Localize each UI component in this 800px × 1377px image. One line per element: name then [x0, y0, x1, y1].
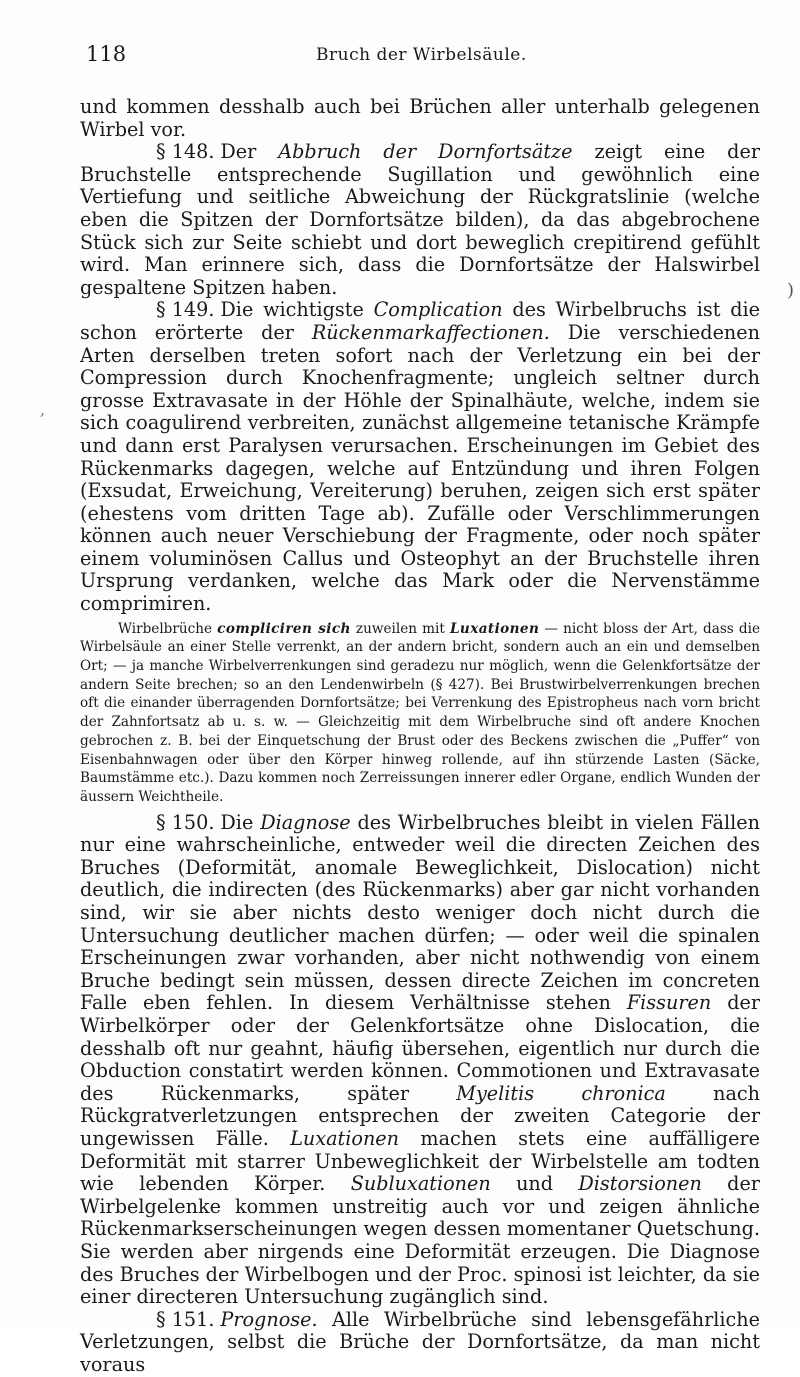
emphasis: Fissuren — [626, 991, 712, 1015]
margin-mark: ) — [786, 280, 794, 301]
emphasis: Distorsionen — [578, 1172, 702, 1196]
paragraph-continuation: und kommen desshalb auch bei Brüchen aller unterhalb gelegenen Wirbel vor. — [80, 95, 760, 141]
page-number: 118 — [86, 42, 127, 66]
emphasis: Luxationen — [449, 620, 540, 637]
emphasis: Luxationen — [290, 1127, 400, 1150]
emphasis: Abbruch der Dornfortsätze — [278, 140, 573, 164]
small-print-note: Wirbelbrüche compliciren sich zuweilen mit Luxationen — nicht bloss der Art, dass die Wirbelsäule an einer Stelle verrenkt, an der andern bricht, sondern auch an ein und demselben Ort; — ja manche Wirbelverrenkungen sind geradezu nur möglich, wenn die Gelenkfortsätze der andern Seite brechen; so an den Lendenwirbeln (§ 427). Bei Brustwirbelverrenkungen brechen oft die einander überragenden Dornfortsätze; bei Verrenkung des Epistropheus nach vorn bricht der Zahnfortsatz ab u. s. w. — Gleichzeitig mit dem Wirbelbruche sind oft andere Knochen gebrochen z. B. bei der Einquetschung der Brust oder des Beckens zwischen die „Puffer“ von Eisenbahnwagen oder über den Körper hinweg rollende, auf ihn stürzende Lasten (Säcke, Baumstämme etc.). Dazu kommen noch Zerreissungen innerer edler Organe, endlich Wunden der äussern Weichtheile. — [80, 620, 760, 805]
paragraph-150: § 150. Die Diagnose des Wirbelbruches bleibt in vielen Fällen nur eine wahrscheinliche, entweder weil die directen Zeichen des Bruches (Deformität, anomale Beweglichkeit, Dislocation) nicht deutlich, die indirecten (des Rückenmarks) aber gar nicht vorhanden sind, wir sie aber nichts desto weniger doch nicht durch die Untersuchung deutlicher machen dürfen; — oder weil die spinalen Erscheinungen zwar vorhanden, aber nicht nothwendig von einem Bruche bedingt sein müssen, dessen directe Zeichen im concreten Falle eben fehlen. In diesem Verhältnisse stehen Fissuren der Wirbelkörper oder der Gelenkfortsätze ohne Dislocation, die desshalb oft nur geahnt, häufig übersehen, eigentlich nur durch die Obduction constatirt werden können. Commotionen und Extravasate des Rückenmarks, später Myelitis chronica nach Rückgratverletzungen entsprechen der zweiten Categorie der ungewissen Fälle. Luxationen machen stets eine auffälligere Deformität mit starrer Unbeweglichkeit der Wirbelstelle am todten wie lebenden Körper. Subluxationen und Distorsionen der Wirbelgelenke kommen unstreitig auch vor und zeigen ähnliche Rückenmarkserscheinungen wegen dessen momentaner Quetschung. Sie werden aber nirgends eine Deformität erzeugen. Die Diagnose des Bruches der Wirbelbogen und der Proc. spinosi ist leichter, da sie einer directeren Untersuchung zugänglich sind. — [80, 810, 761, 1309]
emphasis: Rückenmarkaffectionen. — [311, 320, 550, 344]
page-body — [80, 96, 760, 1377]
emphasis: Diagnose — [260, 810, 351, 834]
emphasis: Myelitis chronica — [456, 1081, 666, 1105]
emphasis: compliciren sich — [217, 620, 351, 637]
section-number: § 148. — [156, 140, 215, 164]
emphasis: Subluxationen — [350, 1172, 491, 1196]
emphasis: Complication — [373, 298, 503, 322]
running-title: Bruch der Wirbelsäule. — [316, 45, 527, 65]
paragraph-148: § 148. Der Abbruch der Dornfortsätze zeigt eine der Bruchstelle entsprechende Sugillation und gewöhnlich eine Vertiefung und seitliche Abweichung der Rückgratslinie (welche eben die Spitzen der Dornfortsätze bilden), da das abgebrochene Stück sich zur Seite schiebt und dort beweglich crepitirend gefühlt wird. Man erinnere sich, dass die Dornfortsätze der Halswirbel gespaltene Spitzen haben. — [80, 140, 760, 299]
section-number: § 151. — [156, 1307, 215, 1331]
paragraph-149: § 149. Die wichtigste Complication des Wirbelbruchs ist die schon erörterte der Rückenmarkaffectionen. Die verschiedenen Arten derselben treten sofort nach der Verletzung ein bei der Compression durch Knochenfragmente; ungleich seltner durch grosse Extravasate in der Höhle der Spinalhäute, welche, indem sie sich coagulirend verbreiten, zunächst allgemeine tetanische Krämpfe und dann erst Paralysen verursachen. Erscheinungen im Gebiet des Rückenmarks dagegen, welche auf Entzündung und ihren Folgen (Exsudat, Erweichung, Vereiterung) beruhen, zeigen sich erst später (ehestens vom dritten Tage ab). Zufälle oder Verschlimmerungen können auch neuer Verschiebung der Fragmente, oder noch später einem voluminösen Callus und Osteophyt an der Bruchstelle ihren Ursprung verdanken, welche das Mark oder die Nervenstämme comprimiren. — [80, 298, 760, 616]
margin-mark: , — [40, 400, 46, 419]
section-number: § 149. — [156, 298, 215, 322]
paragraph-151: § 151. Prognose. Alle Wirbelbrüche sind lebensgefährliche Verletzungen, selbst die Brüche der Dornfortsätze, da man nicht voraus — [80, 1307, 760, 1376]
emphasis: Prognose. — [220, 1307, 318, 1331]
section-number: § 150. — [156, 810, 215, 834]
page-header — [86, 42, 766, 78]
